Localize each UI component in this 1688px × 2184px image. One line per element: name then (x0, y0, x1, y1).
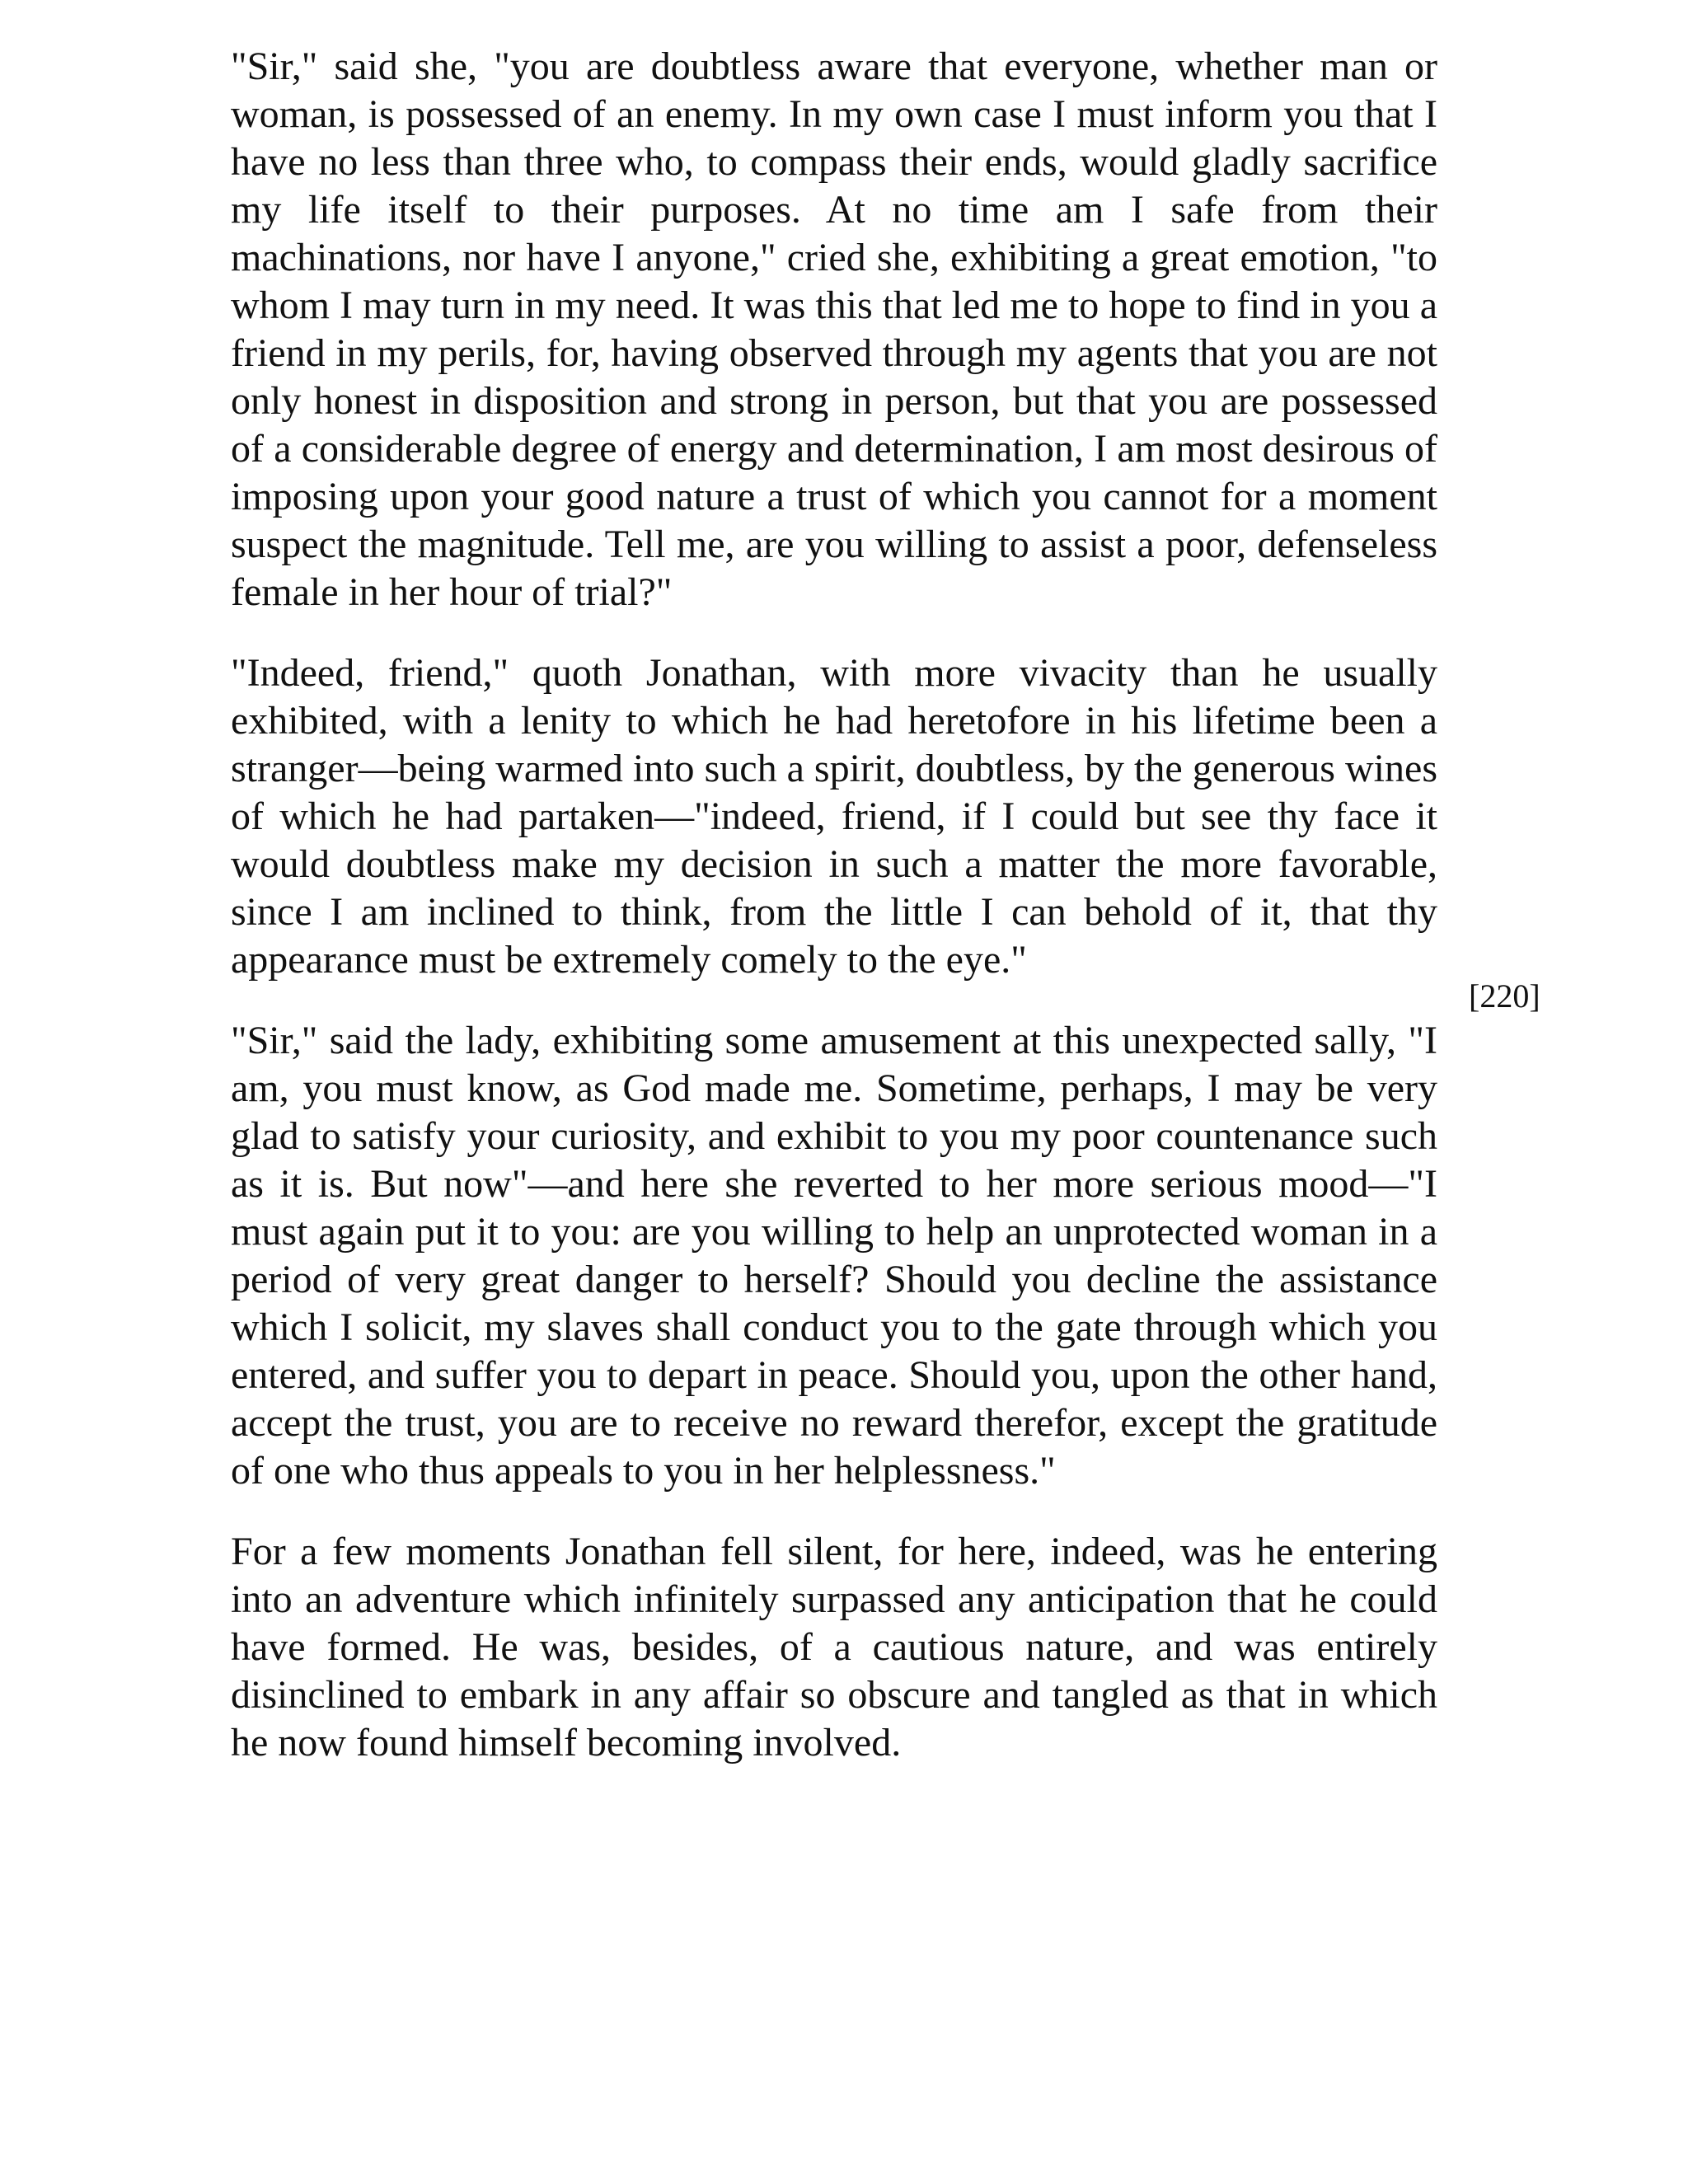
page-number-marker: [220] (1469, 977, 1540, 1015)
text-column (231, 43, 1437, 1800)
paragraph-1: "Sir," said she, "you are doubtless aware that everyone, whether man or woman, is possessed of an enemy. In my own case I must inform you that I have no less than three who, to compass their ends, would gladly sacrifice my life itself to their purposes. At no time am I safe from their machinations, nor have I anyone," cried she, exhibiting a great emotion, "to whom I may turn in my need. It was this that led me to hope to find in you a friend in my perils, for, having observed through my agents that you are not only honest in disposition and strong in person, but that you are possessed of a considerable degree of energy and determination, I am most desirous of imposing upon your good nature a trust of which you cannot for a moment suspect the magnitude. Tell me, are you willing to assist a poor, defenseless female in her hour of trial?" (231, 45, 1437, 614)
paragraph-2: "Indeed, friend," quoth Jonathan, with more vivacity than he usually exhibited, with a lenity to which he had heretofore in his lifetime been a stranger—being warmed into such a spirit, doubtless, by the generous wines of which he had partaken—"indeed, friend, if I could but see thy face it would doubtless make my decision in such a matter the more favorable, since I am inclined to think, from the little I can behold of it, that thy appearance must be extremely comely to the eye." (231, 651, 1437, 982)
paragraph-4: For a few moments Jonathan fell silent, for here, indeed, was he entering into an adventure which infinitely surpassed any anticipation that he could have formed. He was, besides, of a cautious nature, and was entirely disinclined to embark in any affair so obscure and tangled as that in which he now found himself becoming involved. (231, 1530, 1437, 1765)
paragraph-3: "Sir," said the lady, exhibiting some amusement at this unexpected sally, "I am, you must know, as God made me. Sometime, perhaps, I may be very glad to satisfy your curiosity, and exhibit to you my poor countenance such as it is. But now"—and here she reverted to her more serious mood—"I must again put it to you: are you willing to help an unprotected woman in a period of very great danger to herself? Should you decline the assistance which I solicit, my slaves shall conduct you to the gate through which you entered, and suffer you to depart in peace. Should you, upon the other hand, accept the trust, you are to receive no reward therefor, except the gratitude of one who thus appeals to you in her helplessness." (231, 1019, 1437, 1493)
